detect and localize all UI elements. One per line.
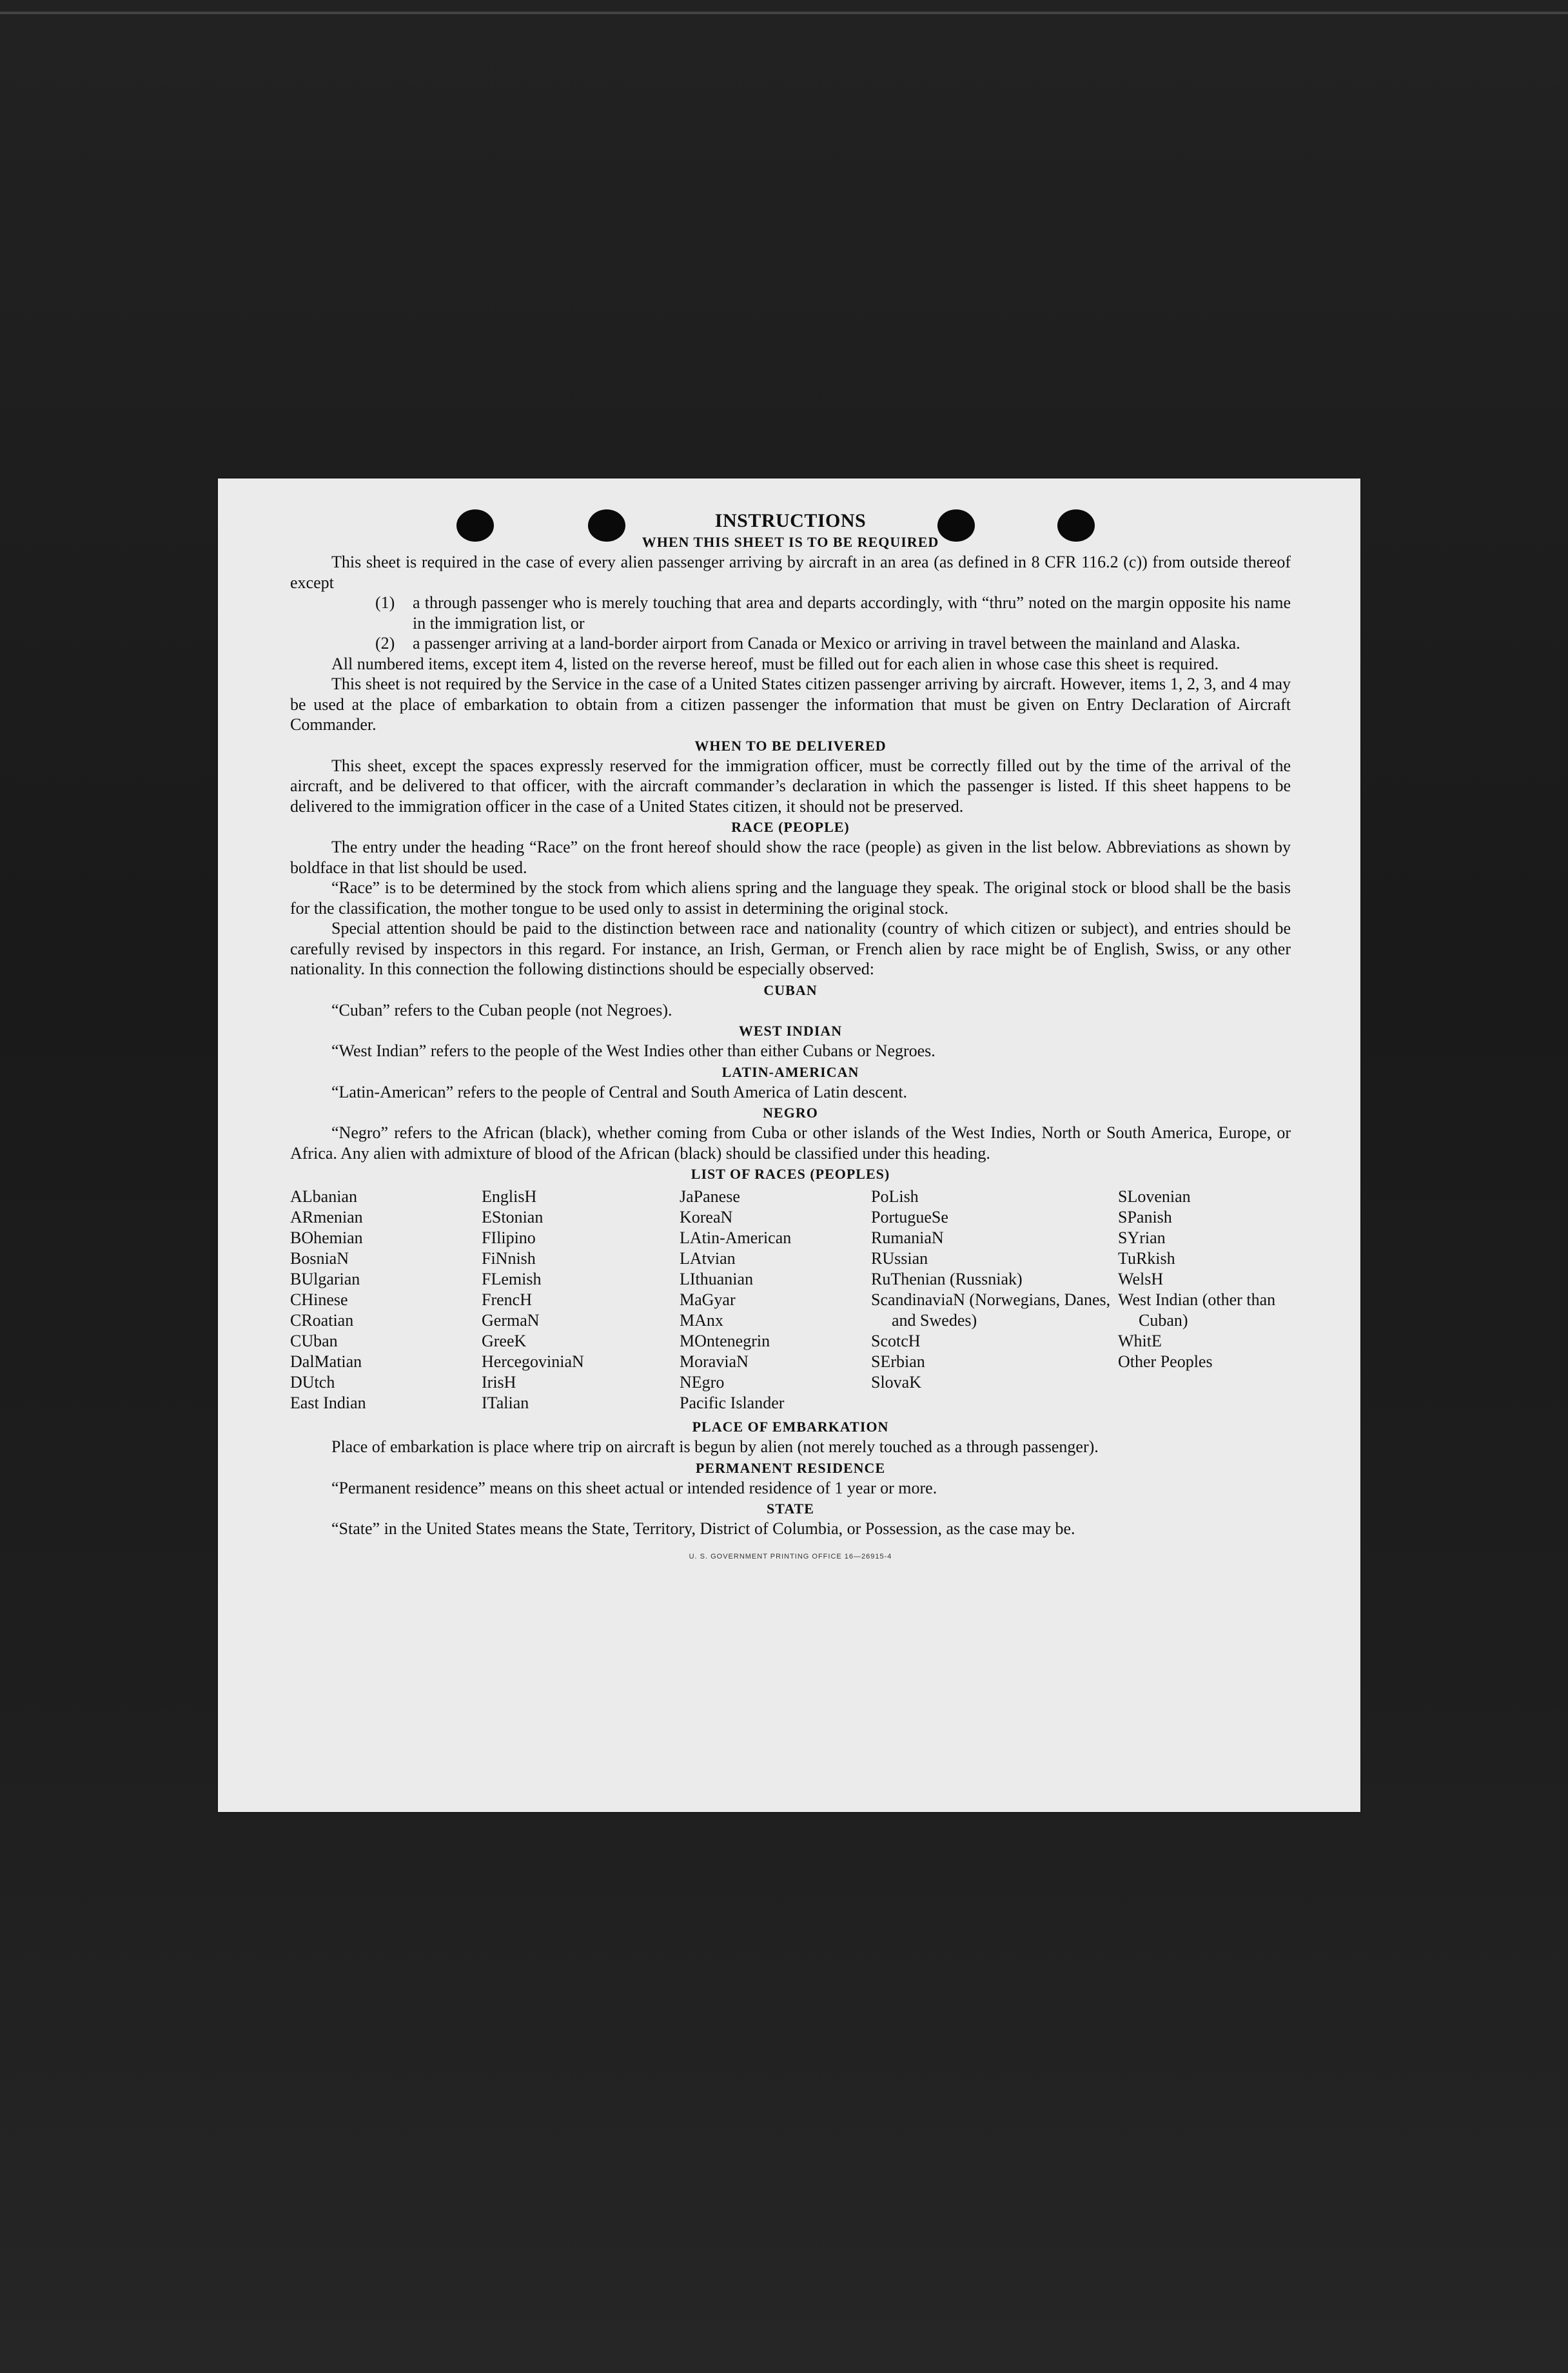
race-entry: CUban [290, 1332, 338, 1350]
race-entry: BUlgarian [290, 1270, 360, 1288]
paragraph: “West Indian” refers to the people of the West Indies other than either Cubans or Negroes. [331, 1041, 936, 1060]
race-entry: SLovenian [1118, 1187, 1191, 1206]
race-entry: ScotcH [871, 1332, 921, 1350]
paragraph: All numbered items, except item 4, listed on the reverse hereof, must be filled out for each alien in whose case this sheet is required. [331, 654, 1219, 673]
race-entry: HercegoviniaN [482, 1352, 584, 1371]
item-text: a passenger arriving at a land-border airport from Canada or Mexico or arriving in travel between the mainland and Alaska. [413, 634, 1240, 653]
paragraph: Special attention should be paid to the distinction between race and nationality (country of which citizen or subject), and entries should be carefully revised by inspectors in this regard. For instance, an Irish, German, or French alien by race might be of English, Swiss, or any other nationality. In this connection the following distinctions should be especially observed: [290, 919, 1291, 978]
race-entry: TuRkish [1118, 1249, 1175, 1268]
race-entry: IrisH [482, 1373, 516, 1392]
race-entry: Other Peoples [1118, 1352, 1213, 1371]
race-entry: DUtch [290, 1373, 335, 1392]
race-entry: EnglisH [482, 1187, 537, 1206]
races-column [680, 1186, 871, 1413]
section-heading-negro: NEGRO [763, 1105, 818, 1121]
race-entry: LAtin-American [680, 1228, 792, 1247]
races-column [290, 1186, 482, 1413]
races-column [482, 1186, 680, 1413]
paragraph: Place of embarkation is place where trip on aircraft is begun by alien (not merely touched as a through passenger). [331, 1437, 1099, 1456]
section-heading-when-delivered: WHEN TO BE DELIVERED [694, 737, 887, 754]
race-entry: PoLish [871, 1187, 919, 1206]
race-entry: ALbanian [290, 1187, 357, 1206]
section-heading-west-indian: WEST INDIAN [738, 1023, 843, 1039]
section-heading-cuban: CUBAN [763, 981, 818, 998]
race-entry: KoreaN [680, 1208, 733, 1226]
paragraph: The entry under the heading “Race” on the front hereof should show the race (people) as given in the list below. Abbreviations as shown by boldface in that list should be used. [290, 838, 1291, 877]
race-entry: ARmenian [290, 1208, 363, 1226]
race-entry: MAnx [680, 1311, 723, 1330]
paragraph: This sheet is not required by the Service in the case of a United States citizen passenger arriving by aircraft. However, items 1, 2, 3, and 4 may be used at the place of embarkation to obtain from a citizen passenger the information that must be given on Entry Declaration of Aircraft Commander. [290, 674, 1291, 734]
item-number: (2) [375, 634, 395, 653]
race-entry: BOhemian [290, 1228, 363, 1247]
race-entry: WelsH [1118, 1270, 1164, 1288]
race-entry: NEgro [680, 1373, 725, 1392]
section-heading-state: STATE [767, 1501, 814, 1517]
race-entry: GreeK [482, 1332, 527, 1350]
race-entry: MOntenegrin [680, 1332, 770, 1350]
race-entry: JaPanese [680, 1187, 740, 1206]
race-entry: West Indian (other than Cuban) [1118, 1290, 1276, 1330]
race-entry: WhitE [1118, 1332, 1162, 1350]
race-entry: FIlipino [482, 1228, 536, 1247]
races-column [1118, 1186, 1291, 1413]
paragraph: “Latin-American” refers to the people of Central and South America of Latin descent. [331, 1082, 908, 1101]
race-entry: LIthuanian [680, 1270, 754, 1288]
race-entry: FiNnish [482, 1249, 536, 1268]
race-entry: CHinese [290, 1290, 348, 1309]
race-entry: RuThenian (Russniak) [871, 1270, 1023, 1288]
section-heading-when-required: WHEN THIS SHEET IS TO BE REQUIRED [642, 534, 939, 550]
race-entry: Pacific Islander [680, 1393, 785, 1412]
item-number: (1) [375, 593, 395, 612]
paragraph: This sheet is required in the case of every alien passenger arriving by aircraft in an area (as defined in 8 CFR 116.2 (c)) from outside thereof except [290, 553, 1291, 592]
race-entry: GermaN [482, 1311, 540, 1330]
race-entry: ScandinaviaN (Norwegians, Danes, and Swedes) [871, 1290, 1111, 1330]
race-entry: EStonian [482, 1208, 544, 1226]
paragraph: “Permanent residence” means on this sheet actual or intended residence of 1 year or more. [331, 1478, 937, 1497]
race-entry: FrencH [482, 1290, 532, 1309]
section-heading-permanent-residence: PERMANENT RESIDENCE [695, 1459, 886, 1476]
section-heading-list-of-races: LIST OF RACES (PEOPLES) [691, 1166, 890, 1182]
section-heading-place-of-embarkation: PLACE OF EMBARKATION [692, 1419, 889, 1435]
race-entry: SPanish [1118, 1208, 1172, 1226]
race-entry: FLemish [482, 1270, 542, 1288]
paragraph: “Negro” refers to the African (black), whether coming from Cuba or other islands of the West Indies, North or South America, Europe, or Africa. Any alien with admixture of blood of the African (black) should be classified under this heading. [290, 1123, 1291, 1163]
document-body [290, 511, 1291, 1567]
race-entry: RumaniaN [871, 1228, 944, 1247]
race-entry: DalMatian [290, 1352, 362, 1371]
paragraph: “Race” is to be determined by the stock from which aliens spring and the language they speak. The original stock or blood shall be the basis for the classification, the mother tongue to be used only to assist in determining the original stock. [290, 878, 1291, 918]
race-entry: SlovaK [871, 1373, 921, 1392]
race-entry: CRoatian [290, 1311, 354, 1330]
section-heading-latin-american: LATIN-AMERICAN [721, 1063, 859, 1080]
printer-imprint: U. S. GOVERNMENT PRINTING OFFICE 16—26915-4 [689, 1552, 892, 1561]
races-column [871, 1186, 1118, 1413]
list-item [375, 633, 1291, 654]
instruction-sheet [218, 478, 1360, 1812]
race-entry: SYrian [1118, 1228, 1166, 1247]
race-entry: LAtvian [680, 1249, 736, 1268]
scanner-edge [0, 12, 1568, 14]
race-entry: East Indian [290, 1393, 366, 1412]
paragraph: “State” in the United States means the State, Territory, District of Columbia, or Possession, as the case may be. [331, 1519, 1075, 1538]
race-entry: MaGyar [680, 1290, 736, 1309]
race-entry: PortugueSe [871, 1208, 948, 1226]
item-text: a through passenger who is merely touching that area and departs accordingly, with “thru” noted on the margin opposite his name in the immigration list, or [413, 593, 1291, 633]
race-entry: BosniaN [290, 1249, 349, 1268]
race-entry: SErbian [871, 1352, 925, 1371]
list-item [375, 593, 1291, 633]
paragraph: This sheet, except the spaces expressly reserved for the immigration officer, must be correctly filled out by the time of the arrival of the aircraft, and be delivered to that officer, with the aircraft commander’s declaration in which the passenger is listed. If this sheet happens to be delivered to the immigration officer in the case of a United States citizen, it should not be preserved. [290, 756, 1291, 816]
race-entry: RUssian [871, 1249, 928, 1268]
races-list [290, 1186, 1291, 1413]
paragraph: “Cuban” refers to the Cuban people (not Negroes). [331, 1000, 672, 1019]
page-title: INSTRUCTIONS [714, 510, 867, 531]
section-heading-race: RACE (PEOPLE) [731, 819, 850, 835]
race-entry: ITalian [482, 1393, 529, 1412]
race-entry: MoraviaN [680, 1352, 749, 1371]
